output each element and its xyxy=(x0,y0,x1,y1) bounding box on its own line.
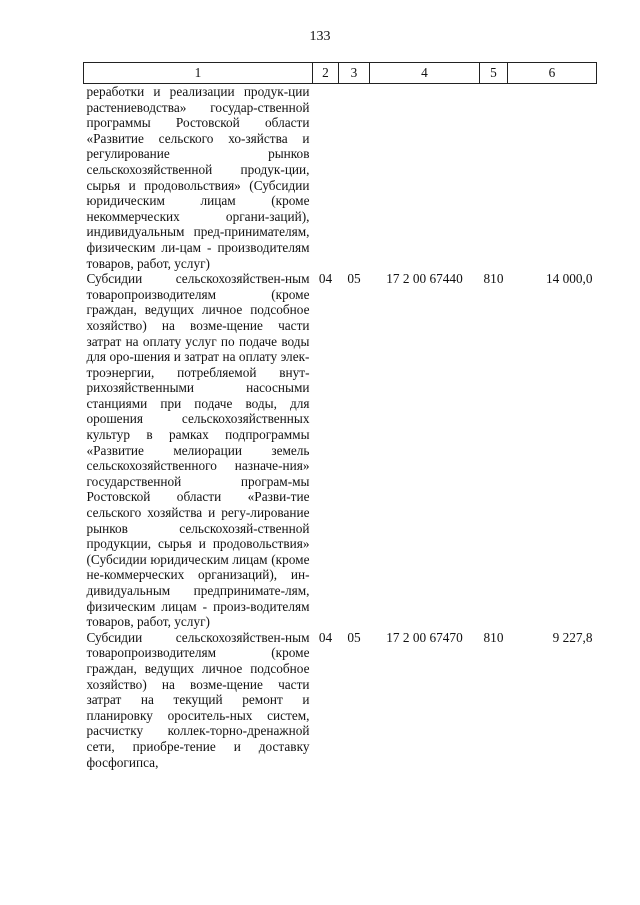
section-code xyxy=(313,84,339,272)
section-code: 04 xyxy=(318,271,333,287)
column-header-5: 5 xyxy=(480,63,508,84)
table-row xyxy=(84,84,597,272)
amount: 9 227,8 xyxy=(552,629,593,645)
table-row xyxy=(84,630,597,770)
subsection-code: 05 xyxy=(347,629,361,645)
row-description: Субсидии сельскохозяйствен-ным товаропроизводителям (кроме граждан, ведущих личное подсобное хозяйство) на возме-щение части затрат на текущий ремонт и планировку ороситель-ных систем, расчистку коллек-торно-дренажной сети, приобре-тение и доставку фосфогипса, xyxy=(86,629,310,770)
column-header-4: 4 xyxy=(370,63,480,84)
column-header-2: 2 xyxy=(313,63,339,84)
column-header-3: 3 xyxy=(339,63,370,84)
expense-type-code: 810 xyxy=(483,629,504,645)
subsection-code: 05 xyxy=(347,271,361,287)
header-row xyxy=(84,63,597,84)
amount xyxy=(508,84,597,272)
expense-type-code xyxy=(480,84,508,272)
expense-type-code: 810 xyxy=(483,271,504,287)
row-description-cell xyxy=(84,84,313,272)
row-description: реработки и реализации продук-ции растениеводства» государ-ственной программы Ростовской области «Развитие сельского хо-зяйства и регулирование рынков сельскохозяйственной продук-ции, сырья и продовольствия» (Субсидии юридическим лицам (кроме некоммерческих органи-заций), индивидуальным пред-принимателям, физическим ли-цам - производителям товаров, работ, услуг) xyxy=(86,84,310,271)
column-header-1: 1 xyxy=(84,63,313,84)
amount: 14 000,0 xyxy=(545,271,593,287)
section-code: 04 xyxy=(318,629,333,645)
row-description-cell xyxy=(84,271,313,630)
row-description: Субсидии сельскохозяйствен-ным товаропроизводителям (кроме граждан, ведущих личное подсобное хозяйство) на возме-щение части затрат на оплату услуг по подаче воды для оро-шения и затрат на оплату элек-троэнергии, потребляемой внут-рихозяйственными насосными станциями при подаче воды, для орошения сельскохозяйственных культур в рамках подпрограммы «Развитие мелиорации земель сельскохозяйственного назначе-ния» государственной програм-мы Ростовской области «Разви-тие сельского хозяйства и регу-лирование рынков сельскохозяй-ственной продукции, сырья и продовольствия» (Субсидии юридическим лицам (кроме не-коммерческих организаций), ин-дивидуальным предпринимате-лям, физическим лицам - произ-водителям товаров, работ, услуг) xyxy=(86,271,310,630)
target-item-code: 17 2 00 67440 xyxy=(386,271,463,287)
subsection-code xyxy=(339,84,370,272)
table-row xyxy=(84,271,597,630)
page-number: 133 xyxy=(309,29,331,44)
target-item-code xyxy=(370,84,480,272)
row-description-cell xyxy=(84,630,313,770)
column-header-6: 6 xyxy=(508,63,597,84)
target-item-code: 17 2 00 67470 xyxy=(386,629,463,645)
budget-table xyxy=(83,62,597,770)
